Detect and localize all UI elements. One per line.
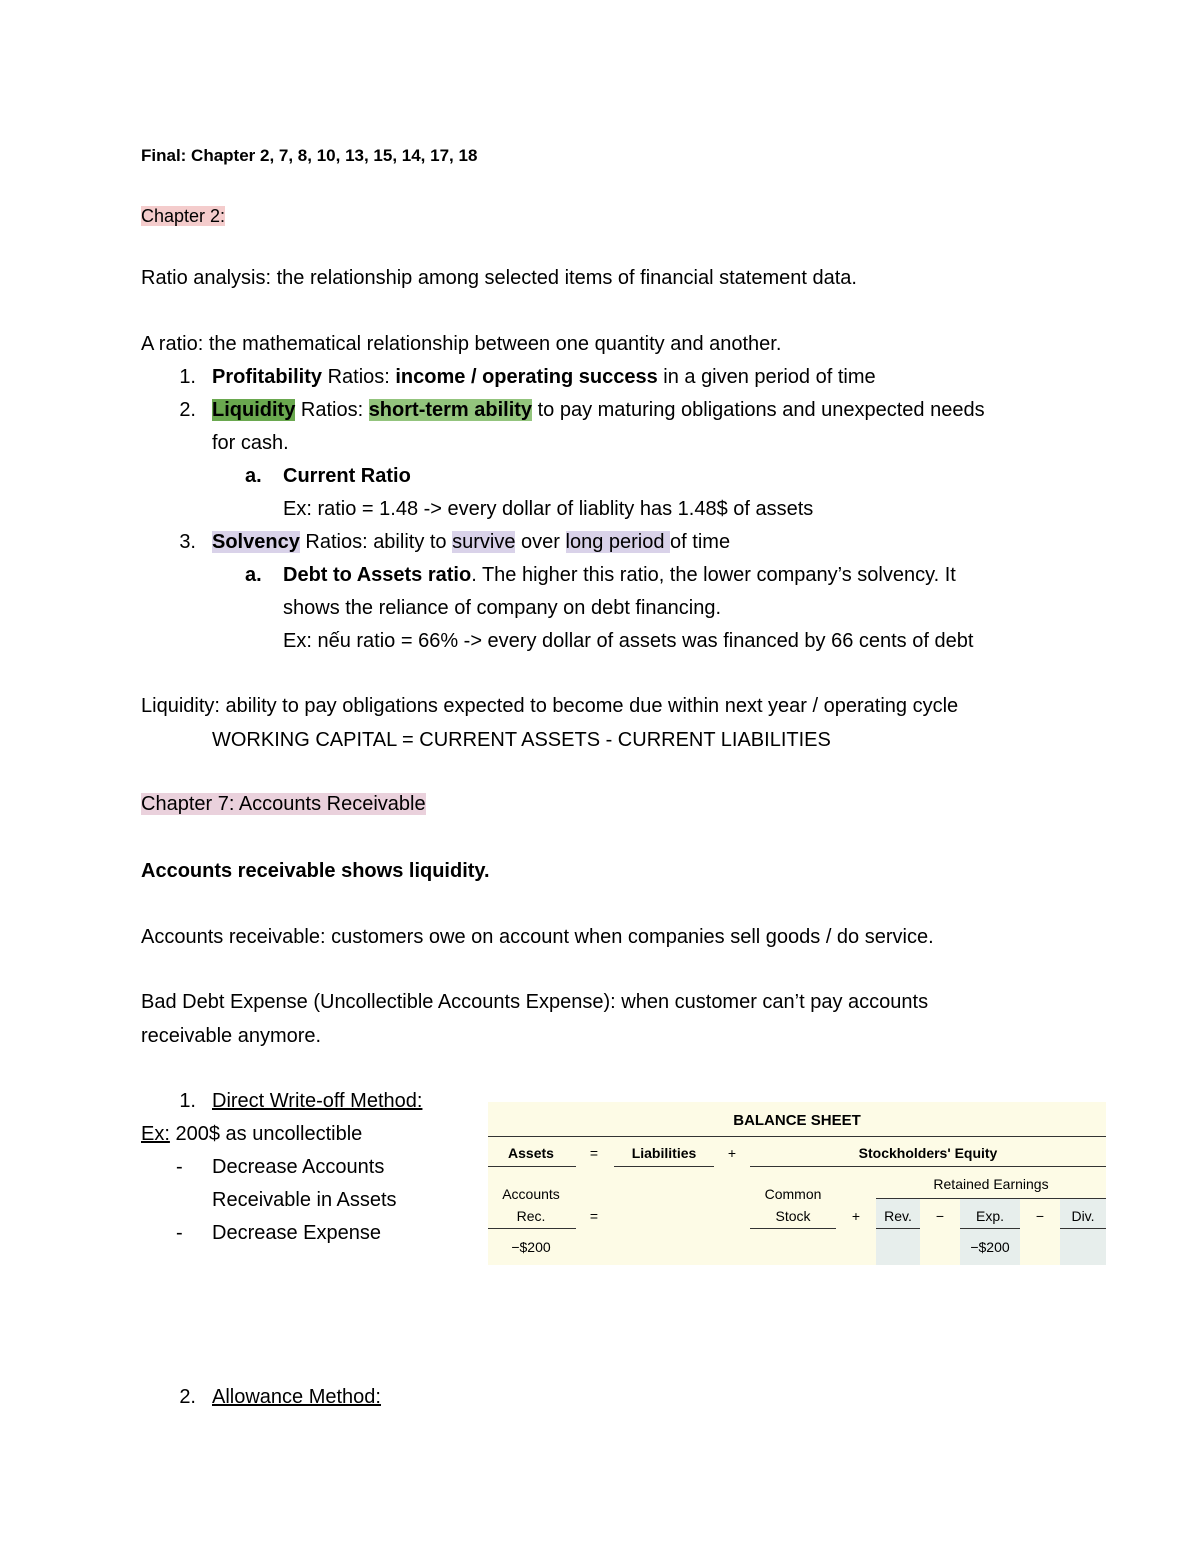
- bs-plus-2: +: [851, 1208, 861, 1224]
- ratio-analysis-def: Ratio analysis: the relationship among selected items of financial statement data.: [141, 267, 857, 289]
- bs-rev-rule: [876, 1228, 920, 1229]
- bs-plus-1: +: [727, 1145, 737, 1161]
- balance-sheet-figure: [488, 1102, 1106, 1265]
- bs-eq-2: =: [589, 1208, 599, 1224]
- bs-equity: Stockholders' Equity: [858, 1145, 998, 1161]
- bs-retained-rule: [876, 1198, 1106, 1199]
- current-ratio-example: Ex: ratio = 1.48 -> every dollar of liablity has 1.48$ of assets: [283, 498, 814, 520]
- bs-assets: Assets: [508, 1145, 554, 1161]
- bs-title-rule: [488, 1136, 1106, 1137]
- bs-ar-rule: [488, 1228, 576, 1229]
- bs-retained: Retained Earnings: [933, 1176, 1049, 1192]
- bs-assets-rule: [488, 1166, 576, 1167]
- ar-liquidity: Accounts receivable shows liquidity.: [141, 860, 490, 882]
- bs-div-rule: [1060, 1228, 1106, 1229]
- bad-debt-def: Bad Debt Expense (Uncollectible Accounts Expense): when customer can’t pay accounts: [141, 991, 929, 1013]
- bs-minus-1: −: [935, 1208, 945, 1224]
- bs-stock: Stock: [775, 1208, 811, 1224]
- ratio-item-liquidity-cont: for cash.: [212, 432, 289, 454]
- bs-liabilities-rule: [614, 1166, 714, 1167]
- bs-common: Common: [764, 1186, 822, 1202]
- liquidity-def: Liquidity: ability to pay obligations expected to become due within next year / operating cycle: [141, 695, 959, 717]
- bs-exp-value: −$200: [970, 1239, 1010, 1255]
- bs-exp: Exp.: [975, 1208, 1004, 1224]
- bs-title: BALANCE SHEET: [733, 1112, 861, 1129]
- bad-debt-def-cont: receivable anymore.: [141, 1025, 322, 1047]
- chapter2-heading: Chapter 2:: [141, 206, 226, 226]
- a-ratio-def: A ratio: the mathematical relationship between one quantity and another.: [141, 333, 782, 355]
- bs-accounts: Accounts: [502, 1186, 560, 1202]
- writeoff-example: Ex: 200$ as uncollectible: [141, 1123, 363, 1145]
- bullet-decrease-ar-cont: Receivable in Assets: [212, 1189, 397, 1211]
- bs-div: Div.: [1071, 1208, 1095, 1224]
- bs-equity-rule: [750, 1166, 1106, 1167]
- doc-title: Final: Chapter 2, 7, 8, 10, 13, 15, 14, 17, 18: [141, 146, 478, 165]
- ar-definition: Accounts receivable: customers owe on account when companies sell goods / do service.: [141, 926, 934, 948]
- debt-to-assets-example: Ex: nếu ratio = 66% -> every dollar of assets was financed by 66 cents of debt: [283, 630, 974, 652]
- debt-to-assets-cont: shows the reliance of company on debt financing.: [283, 597, 722, 619]
- bs-eq-1: =: [589, 1145, 599, 1161]
- bs-minus-2: −: [1035, 1208, 1045, 1224]
- bs-ar-value: −$200: [511, 1239, 551, 1255]
- bs-exp-rule: [960, 1228, 1020, 1229]
- chapter7-heading: Chapter 7: Accounts Receivable: [141, 793, 426, 815]
- bs-rev: Rev.: [884, 1208, 912, 1224]
- bs-stock-rule: [750, 1228, 836, 1229]
- bs-liabilities: Liabilities: [631, 1145, 697, 1161]
- bs-rec: Rec.: [516, 1208, 546, 1224]
- working-capital-formula: WORKING CAPITAL = CURRENT ASSETS - CURRENT LIABILITIES: [212, 729, 831, 751]
